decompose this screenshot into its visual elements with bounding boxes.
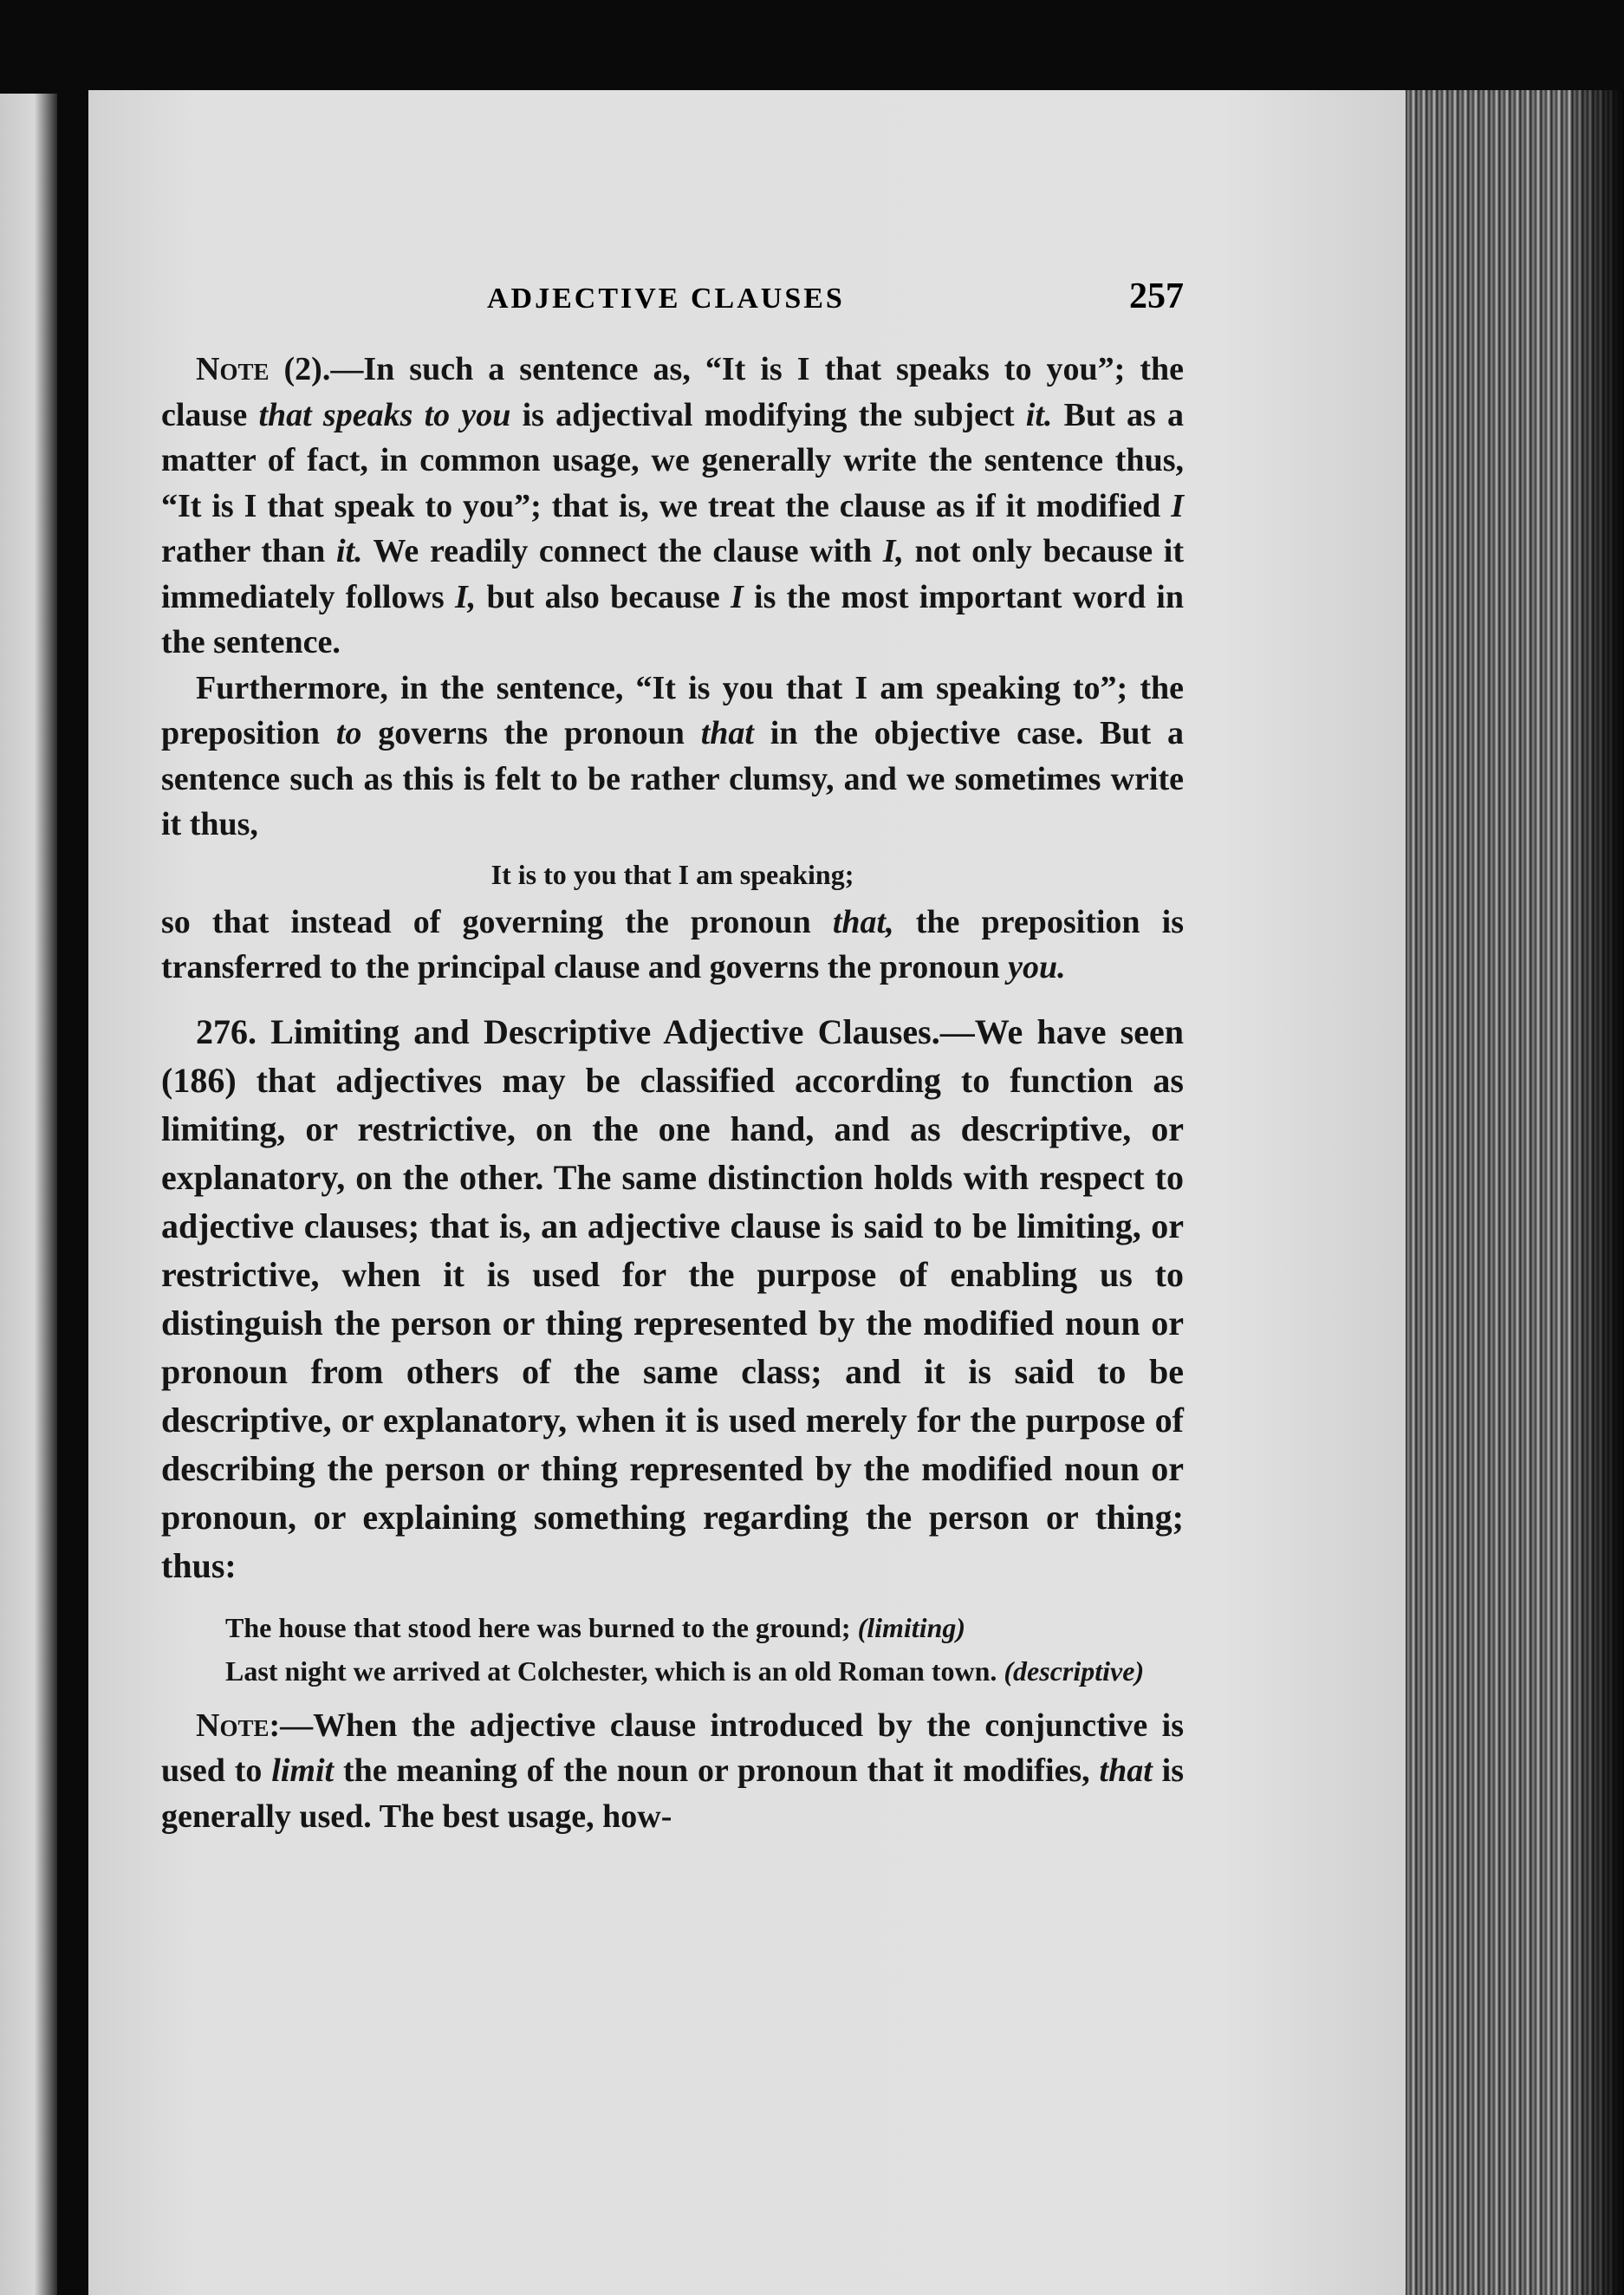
examples-block — [161, 1606, 1184, 1693]
running-head-title: ADJECTIVE CLAUSES — [487, 283, 845, 315]
example-limiting: The house that stood here was burned to the ground; (limiting) — [225, 1611, 966, 1643]
final-note-label: Note: — [196, 1707, 281, 1744]
section-276-paragraph: 276. Limiting and Descriptive Adjective Clauses.—We have seen (186) that adjectives may be classified according to function as limiting, or restrictive, on the one hand, and as descriptive, or explanatory, on the other. The same distinction holds with respect to adjective clauses; that is, an adjective clause is said to be limiting, or restrictive, when it is used for the purpose of enabling us to distinguish the person or thing represented by the modified noun or pronoun from others of the same class; and it is said to be descriptive, or explanatory, when it is used merely for the purpose of describing the person or thing represented by the modified noun or pronoun, or explaining something regarding the person or thing; thus: — [161, 1011, 1184, 1585]
note-2-label: Note (2). — [196, 351, 331, 387]
page-body — [161, 347, 1184, 1839]
running-head — [161, 276, 1184, 328]
so-that-paragraph: so that instead of governing the pronoun that, the preposition is transferred to the principal clause and governs the pronoun you. — [161, 903, 1184, 985]
page-number: 257 — [1129, 276, 1184, 316]
section-276-heading: 276. Limiting and Descriptive Adjective Clauses. — [196, 1011, 940, 1051]
example-sentence: It is to you that I am speaking; — [490, 858, 854, 890]
previous-page-edge — [0, 94, 57, 2295]
final-note-paragraph: Note:—When the adjective clause introduced by the conjunctive is used to limit the meaning of the noun or pronoun that it modifies, that is generally used. The best usage, how- — [161, 1707, 1184, 1835]
furthermore-paragraph: Furthermore, in the sentence, “It is you that I am speaking to”; the preposition to governs the pronoun that in the objective case. But a sentence such as this is felt to be rather clumsy, and we sometimes write it thus, — [161, 669, 1184, 842]
page-stack-edge — [1406, 90, 1624, 2295]
example-descriptive: Last night we arrived at Colchester, which is an old Roman town. (descriptive) — [225, 1655, 1145, 1687]
note-2-paragraph: Note (2).—In such a sentence as, “It is I that speaks to you”; the clause that speaks to you is adjectival modifying the subject it. But as a matter of fact, in common usage, we generally write the sentence thus, “It is I that speak to you”; that is, we treat the clause as if it modified I rather than it. We readily connect the clause with I, not only because it immediately follows I, but also because I is the most important word in the sentence. — [161, 351, 1184, 660]
